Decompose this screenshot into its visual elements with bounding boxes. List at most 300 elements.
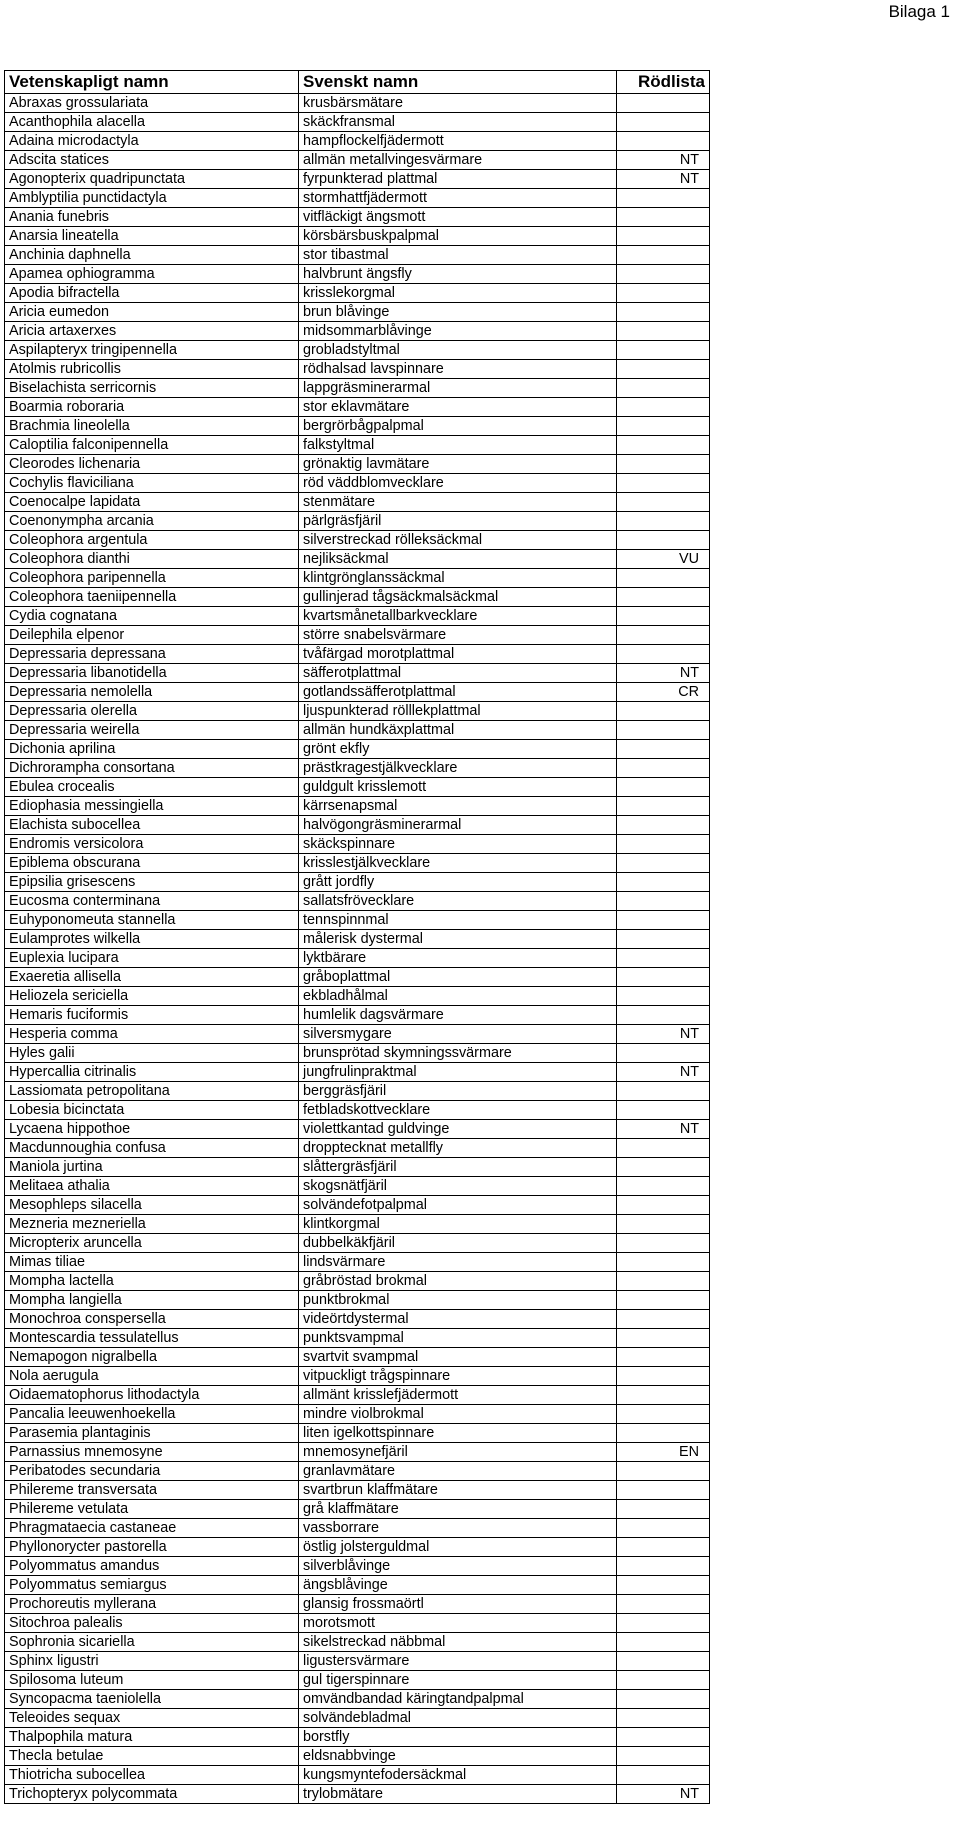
table-row [5, 170, 710, 189]
swedish-name-cell: lappgräsminerarmal [299, 379, 617, 398]
table-row [5, 1063, 710, 1082]
red-list-cell [617, 911, 710, 930]
red-list-cell: NT [617, 151, 710, 170]
table-row [5, 322, 710, 341]
red-list-cell [617, 1671, 710, 1690]
page-label: Bilaga 1 [888, 2, 950, 21]
red-list-cell [617, 1329, 710, 1348]
table-row [5, 1006, 710, 1025]
red-list-cell [617, 607, 710, 626]
red-list-cell [617, 1044, 710, 1063]
table-row [5, 816, 710, 835]
red-list-cell [617, 949, 710, 968]
red-list-cell [617, 1690, 710, 1709]
red-list-cell [617, 436, 710, 455]
swedish-name-cell: krisslekorgmal [299, 284, 617, 303]
table-row [5, 1671, 710, 1690]
scientific-name-cell: Euplexia lucipara [5, 949, 299, 968]
table-row [5, 1766, 710, 1785]
red-list-cell [617, 645, 710, 664]
swedish-name-cell: falkstyltmal [299, 436, 617, 455]
red-list-cell [617, 1139, 710, 1158]
swedish-name-cell: lindsvärmare [299, 1253, 617, 1272]
table-row [5, 892, 710, 911]
table-row [5, 797, 710, 816]
scientific-name-cell: Ediophasia messingiella [5, 797, 299, 816]
scientific-name-cell: Pancalia leeuwenhoekella [5, 1405, 299, 1424]
table-row [5, 949, 710, 968]
table-row [5, 1025, 710, 1044]
table-row [5, 702, 710, 721]
swedish-name-cell: midsommarblåvinge [299, 322, 617, 341]
red-list-cell: VU [617, 550, 710, 569]
red-list-cell [617, 1519, 710, 1538]
species-table [4, 70, 710, 1804]
swedish-name-cell: omvändbandad käringtandpalpmal [299, 1690, 617, 1709]
table-row [5, 626, 710, 645]
scientific-name-cell: Spilosoma luteum [5, 1671, 299, 1690]
scientific-name-cell: Elachista subocellea [5, 816, 299, 835]
scientific-name-cell: Aricia eumedon [5, 303, 299, 322]
table-row [5, 778, 710, 797]
table-row [5, 265, 710, 284]
scientific-name-cell: Exaeretia allisella [5, 968, 299, 987]
scientific-name-cell: Epiblema obscurana [5, 854, 299, 873]
table-row [5, 1329, 710, 1348]
swedish-name-cell: jungfrulinpraktmal [299, 1063, 617, 1082]
red-list-cell: NT [617, 1063, 710, 1082]
scientific-name-cell: Thiotricha subocellea [5, 1766, 299, 1785]
table-row [5, 1709, 710, 1728]
scientific-name-cell: Caloptilia falconipennella [5, 436, 299, 455]
red-list-cell [617, 1595, 710, 1614]
swedish-name-cell: silversmygare [299, 1025, 617, 1044]
table-row [5, 1557, 710, 1576]
scientific-name-cell: Adscita statices [5, 151, 299, 170]
swedish-name-cell: grå klaffmätare [299, 1500, 617, 1519]
scientific-name-cell: Thalpophila matura [5, 1728, 299, 1747]
scientific-name-cell: Depressaria olerella [5, 702, 299, 721]
red-list-cell [617, 1557, 710, 1576]
header-swedish-name: Svenskt namn [299, 71, 617, 94]
swedish-name-cell: hampflockelfjädermott [299, 132, 617, 151]
scientific-name-cell: Phileremе vetulata [5, 1500, 299, 1519]
table-row [5, 1139, 710, 1158]
red-list-cell [617, 1538, 710, 1557]
swedish-name-cell: skäckfransmal [299, 113, 617, 132]
table-row [5, 1348, 710, 1367]
table-row [5, 1158, 710, 1177]
table-row [5, 987, 710, 1006]
swedish-name-cell: silverblåvinge [299, 1557, 617, 1576]
red-list-cell [617, 474, 710, 493]
table-row [5, 1272, 710, 1291]
swedish-name-cell: lyktbärare [299, 949, 617, 968]
table-row [5, 1310, 710, 1329]
red-list-cell [617, 1386, 710, 1405]
red-list-cell [617, 1272, 710, 1291]
red-list-cell [617, 816, 710, 835]
swedish-name-cell: sikelstreckad näbbmal [299, 1633, 617, 1652]
table-row [5, 1424, 710, 1443]
swedish-name-cell: borstfly [299, 1728, 617, 1747]
scientific-name-cell: Sitochroa palealis [5, 1614, 299, 1633]
swedish-name-cell: allmän metallvingesvärmare [299, 151, 617, 170]
table-row [5, 1538, 710, 1557]
table-row [5, 1633, 710, 1652]
table-row [5, 132, 710, 151]
swedish-name-cell: gullinjerad tågsäckmalsäckmal [299, 588, 617, 607]
red-list-cell: EN [617, 1443, 710, 1462]
swedish-name-cell: klintgrönglanssäckmal [299, 569, 617, 588]
swedish-name-cell: grönaktig lavmätare [299, 455, 617, 474]
red-list-cell [617, 1481, 710, 1500]
table-row [5, 227, 710, 246]
scientific-name-cell: Brachmia lineolella [5, 417, 299, 436]
swedish-name-cell: berggräsfjäril [299, 1082, 617, 1101]
table-row [5, 436, 710, 455]
swedish-name-cell: stor tibastmal [299, 246, 617, 265]
swedish-name-cell: rödhalsad lavspinnare [299, 360, 617, 379]
table-row [5, 1044, 710, 1063]
swedish-name-cell: skäckspinnare [299, 835, 617, 854]
red-list-cell [617, 1253, 710, 1272]
scientific-name-cell: Aricia artaxerxes [5, 322, 299, 341]
red-list-cell [617, 132, 710, 151]
swedish-name-cell: slåttergräsfjäril [299, 1158, 617, 1177]
table-row [5, 341, 710, 360]
scientific-name-cell: Mompha lactella [5, 1272, 299, 1291]
table-row [5, 303, 710, 322]
scientific-name-cell: Phragmataecia castaneae [5, 1519, 299, 1538]
swedish-name-cell: videörtdystermal [299, 1310, 617, 1329]
swedish-name-cell: bergrörbågpalpmal [299, 417, 617, 436]
swedish-name-cell: grått jordfly [299, 873, 617, 892]
swedish-name-cell: krisslestjälkvecklare [299, 854, 617, 873]
scientific-name-cell: Monochroa conspersella [5, 1310, 299, 1329]
scientific-name-cell: Trichopteryx polycommata [5, 1785, 299, 1804]
scientific-name-cell: Atolmis rubricollis [5, 360, 299, 379]
swedish-name-cell: vitfläckigt ängsmott [299, 208, 617, 227]
scientific-name-cell: Coenocalpe lapidata [5, 493, 299, 512]
swedish-name-cell: humlelik dagsvärmare [299, 1006, 617, 1025]
red-list-cell [617, 265, 710, 284]
header-red-list: Rödlista [617, 71, 710, 94]
red-list-cell [617, 360, 710, 379]
swedish-name-cell: halvögongräsminerarmal [299, 816, 617, 835]
swedish-name-cell: prästkragestjälkvecklare [299, 759, 617, 778]
scientific-name-cell: Phyllonorycter pastorella [5, 1538, 299, 1557]
table-row [5, 854, 710, 873]
red-list-cell [617, 113, 710, 132]
table-row [5, 759, 710, 778]
scientific-name-cell: Parasemia plantaginis [5, 1424, 299, 1443]
red-list-cell [617, 835, 710, 854]
red-list-cell [617, 227, 710, 246]
red-list-cell [617, 759, 710, 778]
table-row [5, 1728, 710, 1747]
scientific-name-cell: Prochoreutis myllerana [5, 1595, 299, 1614]
table-row [5, 683, 710, 702]
table-row [5, 1652, 710, 1671]
red-list-cell: CR [617, 683, 710, 702]
red-list-cell [617, 303, 710, 322]
table-row [5, 569, 710, 588]
scientific-name-cell: Polyommatus amandus [5, 1557, 299, 1576]
swedish-name-cell: vassborrare [299, 1519, 617, 1538]
red-list-cell [617, 189, 710, 208]
red-list-cell [617, 702, 710, 721]
red-list-cell: NT [617, 1785, 710, 1804]
scientific-name-cell: Peribatodes secundaria [5, 1462, 299, 1481]
table-row [5, 1576, 710, 1595]
table-row [5, 1367, 710, 1386]
scientific-name-cell: Cydia cognatana [5, 607, 299, 626]
scientific-name-cell: Euhyponomeuta stannella [5, 911, 299, 930]
table-row [5, 1082, 710, 1101]
swedish-name-cell: vitpuckligt trågspinnare [299, 1367, 617, 1386]
scientific-name-cell: Amblyptilia punctidactyla [5, 189, 299, 208]
swedish-name-cell: gråboplattmal [299, 968, 617, 987]
scientific-name-cell: Adaina microdactyla [5, 132, 299, 151]
table-row [5, 664, 710, 683]
scientific-name-cell: Micropterix aruncella [5, 1234, 299, 1253]
swedish-name-cell: eldsnabbvinge [299, 1747, 617, 1766]
scientific-name-cell: Deilephila elpenor [5, 626, 299, 645]
red-list-cell [617, 1766, 710, 1785]
red-list-cell [617, 797, 710, 816]
scientific-name-cell: Apamea ophiogramma [5, 265, 299, 284]
swedish-name-cell: guldgult krisslemott [299, 778, 617, 797]
swedish-name-cell: allmän hundkäxplattmal [299, 721, 617, 740]
table-row [5, 873, 710, 892]
scientific-name-cell: Phileremе transversata [5, 1481, 299, 1500]
table-row [5, 1101, 710, 1120]
red-list-cell [617, 1614, 710, 1633]
table-row [5, 740, 710, 759]
scientific-name-cell: Coleophora dianthi [5, 550, 299, 569]
red-list-cell [617, 626, 710, 645]
table-row [5, 1215, 710, 1234]
red-list-cell: NT [617, 1120, 710, 1139]
red-list-cell [617, 379, 710, 398]
scientific-name-cell: Anarsia lineatella [5, 227, 299, 246]
table-row [5, 1234, 710, 1253]
red-list-cell [617, 417, 710, 436]
table-row [5, 1443, 710, 1462]
red-list-cell [617, 341, 710, 360]
scientific-name-cell: Hesperia comma [5, 1025, 299, 1044]
red-list-cell [617, 778, 710, 797]
scientific-name-cell: Lycaena hippothoe [5, 1120, 299, 1139]
scientific-name-cell: Biselachista serricornis [5, 379, 299, 398]
scientific-name-cell: Dichrorampha consortana [5, 759, 299, 778]
table-row [5, 1481, 710, 1500]
table-row [5, 835, 710, 854]
swedish-name-cell: skogsnätfjäril [299, 1177, 617, 1196]
swedish-name-cell: körsbärsbuskpalpmal [299, 227, 617, 246]
swedish-name-cell: fetbladskottvecklare [299, 1101, 617, 1120]
scientific-name-cell: Melitaea athalia [5, 1177, 299, 1196]
table-row [5, 455, 710, 474]
swedish-name-cell: kärrsenapsmal [299, 797, 617, 816]
scientific-name-cell: Mesophleps silacella [5, 1196, 299, 1215]
scientific-name-cell: Lobesia bicinctata [5, 1101, 299, 1120]
red-list-cell [617, 1082, 710, 1101]
table-row [5, 246, 710, 265]
swedish-name-cell: ligustersvärmare [299, 1652, 617, 1671]
scientific-name-cell: Mompha langiella [5, 1291, 299, 1310]
red-list-cell [617, 512, 710, 531]
table-row [5, 284, 710, 303]
scientific-name-cell: Anania funebris [5, 208, 299, 227]
swedish-name-cell: dubbelkäkfjäril [299, 1234, 617, 1253]
red-list-cell [617, 531, 710, 550]
swedish-name-cell: mindre violbrokmal [299, 1405, 617, 1424]
red-list-cell [617, 246, 710, 265]
swedish-name-cell: fyrpunkterad plattmal [299, 170, 617, 189]
red-list-cell [617, 1424, 710, 1443]
swedish-name-cell: kungsmyntefodersäckmal [299, 1766, 617, 1785]
scientific-name-cell: Polyommatus semiargus [5, 1576, 299, 1595]
swedish-name-cell: brunsprötad skymningssvärmare [299, 1044, 617, 1063]
table-row [5, 531, 710, 550]
red-list-cell [617, 1652, 710, 1671]
scientific-name-cell: Cochylis flaviciliana [5, 474, 299, 493]
table-row [5, 379, 710, 398]
red-list-cell [617, 721, 710, 740]
table-body [5, 94, 710, 1804]
scientific-name-cell: Cleorodes lichenaria [5, 455, 299, 474]
scientific-name-cell: Montescardia tessulatellus [5, 1329, 299, 1348]
swedish-name-cell: sallatsfrövecklare [299, 892, 617, 911]
red-list-cell [617, 873, 710, 892]
red-list-cell [617, 987, 710, 1006]
swedish-name-cell: tvåfärgad morotplattmal [299, 645, 617, 664]
red-list-cell [617, 1310, 710, 1329]
red-list-cell: NT [617, 170, 710, 189]
scientific-name-cell: Aspilapteryx tringipennella [5, 341, 299, 360]
red-list-cell [617, 1576, 710, 1595]
swedish-name-cell: brun blåvinge [299, 303, 617, 322]
red-list-cell [617, 1291, 710, 1310]
table-row [5, 474, 710, 493]
red-list-cell [617, 94, 710, 113]
swedish-name-cell: gotlandssäfferotplattmal [299, 683, 617, 702]
table-row [5, 1785, 710, 1804]
swedish-name-cell: violettkantad guldvinge [299, 1120, 617, 1139]
swedish-name-cell: större snabelsvärmare [299, 626, 617, 645]
table-row [5, 607, 710, 626]
swedish-name-cell: gråbröstad brokmal [299, 1272, 617, 1291]
table-row [5, 588, 710, 607]
table-row [5, 94, 710, 113]
red-list-cell [617, 1101, 710, 1120]
red-list-cell [617, 930, 710, 949]
swedish-name-cell: solvändebladmal [299, 1709, 617, 1728]
red-list-cell [617, 322, 710, 341]
red-list-cell [617, 1234, 710, 1253]
table-row [5, 968, 710, 987]
swedish-name-cell: östlig jolsterguldmal [299, 1538, 617, 1557]
scientific-name-cell: Thecla betulae [5, 1747, 299, 1766]
scientific-name-cell: Eulamprotes wilkella [5, 930, 299, 949]
header-scientific-name: Vetenskapligt namn [5, 71, 299, 94]
table-row [5, 550, 710, 569]
swedish-name-cell: säfferotplattmal [299, 664, 617, 683]
red-list-cell [617, 1367, 710, 1386]
swedish-name-cell: punktbrokmal [299, 1291, 617, 1310]
red-list-cell [617, 398, 710, 417]
swedish-name-cell: grobladstyltmal [299, 341, 617, 360]
swedish-name-cell: kvartsmånetallbarkvecklare [299, 607, 617, 626]
red-list-cell [617, 1747, 710, 1766]
red-list-cell [617, 1177, 710, 1196]
table-row [5, 1177, 710, 1196]
table-row [5, 911, 710, 930]
red-list-cell [617, 1215, 710, 1234]
red-list-cell [617, 1348, 710, 1367]
red-list-cell [617, 455, 710, 474]
swedish-name-cell: halvbrunt ängsfly [299, 265, 617, 284]
scientific-name-cell: Agonopterix quadripunctata [5, 170, 299, 189]
scientific-name-cell: Hyles galii [5, 1044, 299, 1063]
table-header-row [5, 71, 710, 94]
scientific-name-cell: Ebulea crocealis [5, 778, 299, 797]
scientific-name-cell: Sphinx ligustri [5, 1652, 299, 1671]
swedish-name-cell: tennspinnmal [299, 911, 617, 930]
table-row [5, 1747, 710, 1766]
red-list-cell: NT [617, 1025, 710, 1044]
red-list-cell [617, 1633, 710, 1652]
table-row [5, 1386, 710, 1405]
red-list-cell [617, 854, 710, 873]
scientific-name-cell: Endromis versicolora [5, 835, 299, 854]
swedish-name-cell: stor eklavmätare [299, 398, 617, 417]
red-list-cell [617, 1405, 710, 1424]
swedish-name-cell: granlavmätare [299, 1462, 617, 1481]
swedish-name-cell: trylobmätare [299, 1785, 617, 1804]
table-row [5, 1500, 710, 1519]
scientific-name-cell: Eucosma conterminana [5, 892, 299, 911]
red-list-cell [617, 588, 710, 607]
red-list-cell [617, 1709, 710, 1728]
swedish-name-cell: punktsvampmal [299, 1329, 617, 1348]
scientific-name-cell: Apodia bifractella [5, 284, 299, 303]
swedish-name-cell: målerisk dystermal [299, 930, 617, 949]
table-row [5, 1519, 710, 1538]
scientific-name-cell: Mezneria mezneriella [5, 1215, 299, 1234]
scientific-name-cell: Coleophora paripennella [5, 569, 299, 588]
scientific-name-cell: Teleoides sequax [5, 1709, 299, 1728]
table-row [5, 1120, 710, 1139]
scientific-name-cell: Acanthophila alacella [5, 113, 299, 132]
scientific-name-cell: Oidaematophorus lithodactyla [5, 1386, 299, 1405]
table-row [5, 1614, 710, 1633]
table-row [5, 493, 710, 512]
swedish-name-cell: grönt ekfly [299, 740, 617, 759]
table-row [5, 1595, 710, 1614]
swedish-name-cell: morotsmott [299, 1614, 617, 1633]
scientific-name-cell: Coleophora taeniipennella [5, 588, 299, 607]
swedish-name-cell: svartvit svampmal [299, 1348, 617, 1367]
table-row [5, 1196, 710, 1215]
swedish-name-cell: dropptecknat metallfly [299, 1139, 617, 1158]
scientific-name-cell: Mimas tiliae [5, 1253, 299, 1272]
table-row [5, 113, 710, 132]
swedish-name-cell: mnemosynefjäril [299, 1443, 617, 1462]
red-list-cell [617, 892, 710, 911]
